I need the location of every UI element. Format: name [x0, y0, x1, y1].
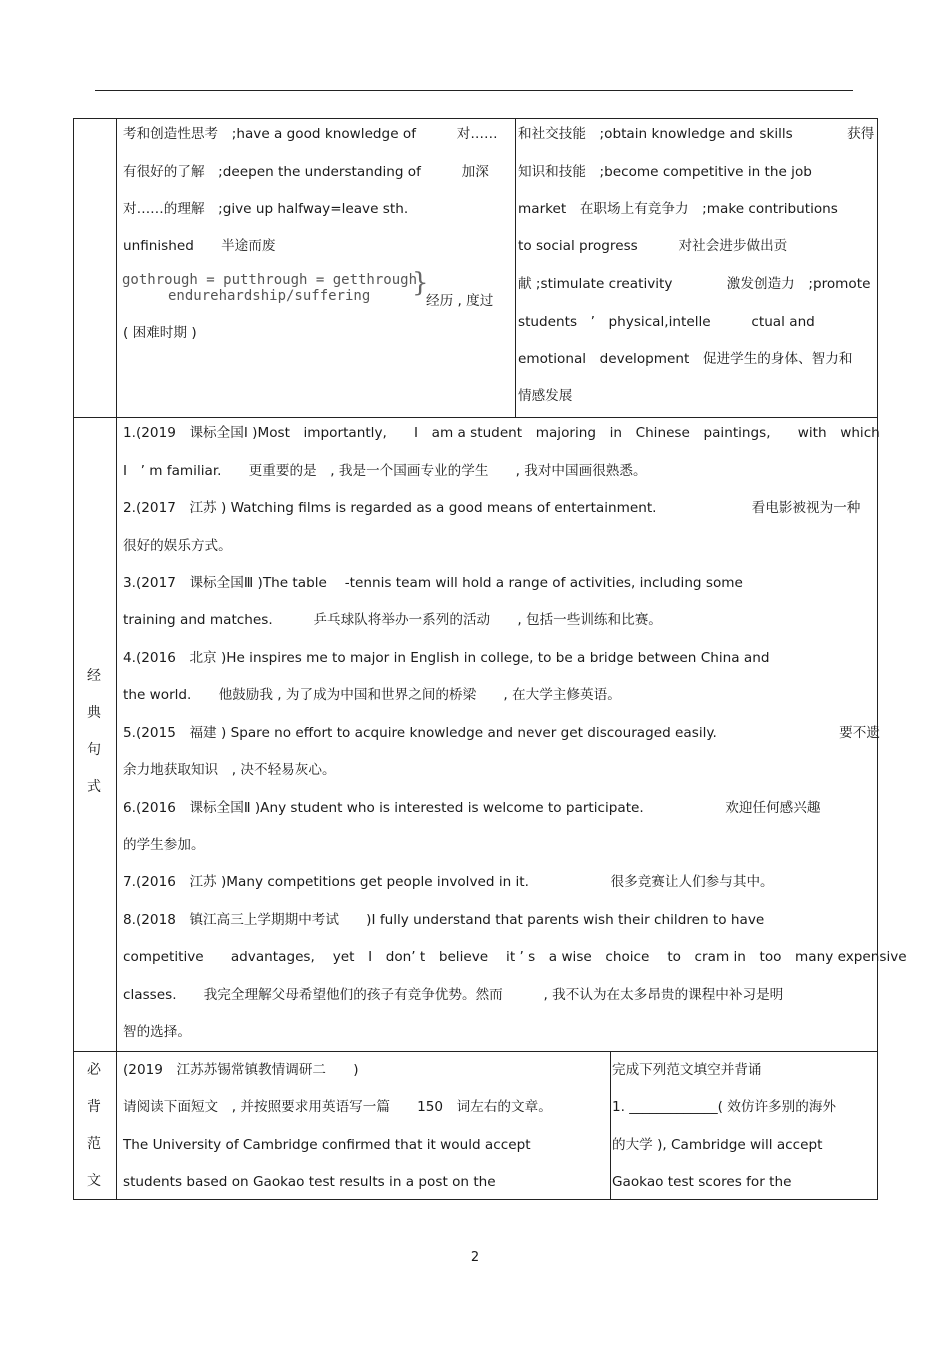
text-line: 献 ;stimulate creativity 激发创造力 ;promote — [518, 276, 871, 292]
handwritten-note: gothrough = putthrough = getthrough — [122, 272, 418, 288]
sentence-line: the world. 他鼓励我 , 为了成为中国和世界之间的桥梁 , 在大学主修英语。 — [123, 687, 621, 703]
sentence-line: 很好的娱乐方式。 — [123, 538, 232, 554]
section1-column-divider — [515, 118, 516, 417]
text-line: market 在职场上有竞争力 ;make contributions — [518, 201, 838, 217]
sentence-line: 7.(2016 江苏 )Many competitions get people involved in it. 很多竞赛让人们参与其中。 — [123, 874, 774, 890]
text-line: 和社交技能 ;obtain knowledge and skills 获得 — [518, 126, 875, 142]
sentence-line: 智的选择。 — [123, 1024, 191, 1040]
text-line: 的大学 ), Cambridge will accept — [612, 1137, 823, 1153]
sentence-line: 2.(2017 江苏 ) Watching films is regarded as a good means of entertainment. 看电影被视为一种 — [123, 500, 861, 516]
header-rule — [95, 90, 853, 91]
brace-mark: } — [412, 268, 429, 298]
text-line: students based on Gaokao test results in a post on the — [123, 1174, 496, 1190]
sentence-line: I ’ m familiar. 更重要的是 , 我是一个国画专业的学生 , 我对中国画很熟悉。 — [123, 463, 647, 479]
table-border-right — [877, 118, 878, 1200]
text-line: to social progress 对社会进步做出贡 — [518, 238, 788, 254]
handwritten-note: endurehardship/suffering — [168, 288, 371, 304]
text-line: 有很好的了解 ;deepen the understanding of 加深 — [123, 164, 489, 180]
sentence-line: 6.(2016 课标全国Ⅱ )Any student who is interested is welcome to participate. 欢迎任何感兴趣 — [123, 800, 821, 816]
text-line: 情感发展 — [518, 388, 573, 404]
label-column-divider — [116, 118, 117, 1200]
text-line: emotional development 促进学生的身体、智力和 — [518, 351, 853, 367]
sentence-line: 余力地获取知识 , 决不轻易灰心。 — [123, 762, 336, 778]
sentence-line: 1.(2019 课标全国Ⅰ )Most importantly, I am a student majoring in Chinese paintings, with which — [123, 425, 880, 441]
sentence-line: classes. 我完全理解父母希望他们的孩子有竞争优势。然而 , 我不认为在太多昂贵的课程中补习是明 — [123, 987, 784, 1003]
sentence-line: 的学生参加。 — [123, 837, 205, 853]
text-line: ( 困难时期 ) — [123, 325, 197, 341]
section2-label — [74, 658, 114, 806]
label-char: 文 — [87, 1173, 101, 1189]
text-line: 请阅读下面短文 , 并按照要求用英语写一篇 150 词左右的文章。 — [123, 1099, 552, 1115]
page-number: 2 — [470, 1250, 480, 1265]
sentence-line: 5.(2015 福建 ) Spare no effort to acquire knowledge and never get discouraged easily. 要不遗 — [123, 725, 880, 741]
text-line: Gaokao test scores for the — [612, 1174, 792, 1190]
label-char: 句 — [87, 742, 101, 758]
sentence-line: 3.(2017 课标全国Ⅲ )The table -tennis team will hold a range of activities, including some — [123, 575, 743, 591]
label-char: 经 — [87, 668, 101, 684]
text-line: The University of Cambridge confirmed that it would accept — [123, 1137, 531, 1153]
sentence-line: competitive advantages, yet I don’ t believe it ’ s a wise choice to cram in too many expensive — [123, 949, 907, 965]
text-line: unfinished 半途而废 — [123, 238, 276, 254]
text-line: 知识和技能 ;become competitive in the job — [518, 164, 812, 180]
label-char: 式 — [87, 779, 101, 795]
label-char: 必 — [87, 1062, 101, 1078]
section3-label — [74, 1052, 114, 1200]
sentence-line: training and matches. 乒乓球队将举办一系列的活动 , 包括一些训练和比赛。 — [123, 612, 662, 628]
text-line: 对……的理解 ;give up halfway=leave sth. — [123, 201, 409, 217]
fill-in-blank-line: 1. _____________( 效仿许多别的海外 — [612, 1099, 837, 1115]
text-line: (2019 江苏苏锡常镇教情调研二 ) — [123, 1062, 359, 1078]
label-char: 背 — [87, 1099, 101, 1115]
section3-column-divider — [610, 1051, 611, 1200]
sentence-line: 8.(2018 镇江高三上学期期中考试 )I fully understand that parents wish their children to have — [123, 912, 765, 928]
text-line: 考和创造性思考 ;have a good knowledge of 对…… — [123, 126, 498, 142]
label-char: 范 — [87, 1136, 101, 1152]
text-line: 经历 , 度过 — [426, 293, 494, 309]
text-line: 完成下列范文填空并背诵 — [612, 1062, 762, 1078]
text-line: students ’ physical,intelle ctual and — [518, 314, 815, 330]
sentence-line: 4.(2016 北京 )He inspires me to major in English in college, to be a bridge between China and — [123, 650, 770, 666]
label-char: 典 — [87, 705, 101, 721]
